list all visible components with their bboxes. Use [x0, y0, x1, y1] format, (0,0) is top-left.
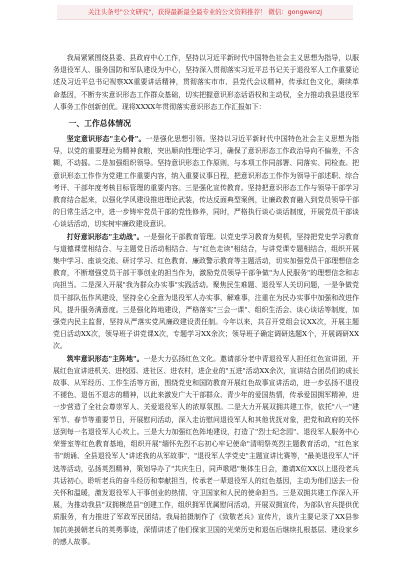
- paragraph-front: [53, 353, 359, 548]
- header-banner: 关注头条号"公文研究"，获得最新最全最专业的公文资料推荐！ 微信：gongwenzj: [57, 5, 353, 20]
- paragraph-lead: 筑牢意识形态"主阵地"。: [66, 354, 144, 363]
- section-heading: 一、工作总体情况: [68, 119, 131, 129]
- paragraph-lead: 坚定意识形态"主心骨"。: [66, 135, 146, 144]
- document-body: [53, 52, 359, 576]
- paragraph-ideology-core: [53, 133, 359, 231]
- paragraph-text: 一是强化干部教育管理。以党史学习教育为契机，坚持把党史学习教育与道德课堂相结合、与主题党日活动相结合、与"红色走读"相结合，与讲党课专题相结合，组织开展集中学习、座谈交流、研讨学习、红色教育、廉政警示教育等主题活动，切实加强党员干部理想信念教育，不断增强党员干部干事创业的担当作为，激励党员领导干部争做"为人民服务"的理想信念和志向担当。二是深入开展"我为群众办实事"实践活动。聚焦民生难题、退役军人关切问题，一是争做党员干部队伍作风建设，坚持全心全意为退役军人办实事、解难事，注重在为民办实事中加强和改进作风，提升服务满意度。三是强化阵地建设，严格落实"三会一课"、组织生活会、谈心谈话等制度，加强党内民主监督，坚持从严落实党风廉政建设责任制。今年以来，共召开党组会议XX次，开展主题党日活动XX次，领导班子讲党课X次，专题学习XX余次；领导班子确定调研选题X个，开展调研XX次。: [53, 232, 359, 351]
- paragraph-initiative: [53, 231, 359, 353]
- paragraph-lead: 打好意识形态"主动战"。: [66, 232, 144, 241]
- paragraph-text: 一是大力弘扬红色文化。邀请部分老中青退役军人担任红色宣讲团，开展红色宣讲进机关、进校园、进社区、进农村，进企业的"五进"活动XX余次，宣讲结合团员们的成长故事、从军经历、工作生活等方面，围绕党史和国防教育开展红色故事宣讲活动，进一步弘扬不退役不褪色、退伍不退志的精神，以此来激发广大干部群众、青少年的爱国热情，传承爱国拥军精神，进一步营造了全社会尊崇军人、关爱退役军人的浓厚氛围。二是大力开展双拥共建工作，依托"八一"建军节、春节等重要节日，开展慰问活动，深入走访慰问退役军人和其他优抚对象，把党和政府的关怀送到每一名退役军人心坎上。三是大力加强红色阵地建设，打造了"烈士纪念园"、退役军人服务中心荣誉室等红色教育基地，组织开展"缅怀先烈不忘初心牢记使命"清明祭英烈主题教育活动，"红色家书"朗诵、全县退役军人"讲述我的从军故事"、"退役军人学党史"主题宣讲比赛等，"最美退役军人"评选等活动，弘扬英烈精神，策划导办了"共庆生日，同声歌唱"集体生日会，邀请X位XX以上退役老兵共话初心，聆听老兵的奋斗经历和奉献担当，传承老一辈退役军人的红色基因，主动为他们送去一份关怀和温暖，激发退役军人干事创业的热情、守卫国家和人民的使命担当。三是双拥共建工作深入开展，为推动我县"双拥模范县"创建工作，组织拥军优属慰问活动，开展双拥宣传，为部队官兵提供优质服务，有力推进了军政军民团结。我局拍摄制作了《致敬老兵》宣传片，该片主要记录了XX县参加抗美援朝老兵的英勇事迹，深情讲述了他们保家卫国的光荣历史和退伍后继续扎根基层、建设家乡的感人故事。: [53, 354, 359, 546]
- paragraph-text: 一是强化思想引领。坚持以习近平新时代中国特色社会主义思想为指导，以党的重要理论为精神食粮，突出顺向性理论学习，确保了意识形态工作政治导向不偏差，不含糊，不动摇。二是加强组织领导。坚持意识形态工作原则，与本项工作同部署、同落实、同检查。把意识形态工作作为党建工作重要内容，纳入重要议事日程，把意识形态工作作为领导干部述职、综合考评、干部年度考核目标管理的重要内容。三是强化宣传教育。坚持把意识形态工作与领导干部学习教育结合起来，以强化学风建设推进理论武装，传达反面典型案例，让廉政教育融入到党员领导干部的日常生活之中，进一步铸牢党员干部的党性修养，同时，严格执行谈心谈话制度，开展党员干部谈心谈话活动，切实树牢廉政建设意识。: [53, 135, 359, 229]
- intro-paragraph: 我局紧紧围绕县委、县政府中心工作，坚持以习近平新时代中国特色社会主义思想为指导，以服务退役军人、服务国防和军队建设为中心，坚持深入贯彻落实习近平总书记关于退役军人工作重要论述及习近平总书记视察XX重要讲话精神，贯彻落实市市、县党代会议精神，传承红色文化，赓续革命基因，不断夯实意识形态工作群众基础，切实把握意识形态话语权和主动权，全力推动我县退役军人事务工作创新创优。现将XXXX年贯彻落实意识形态工作汇报如下：: [53, 54, 359, 111]
